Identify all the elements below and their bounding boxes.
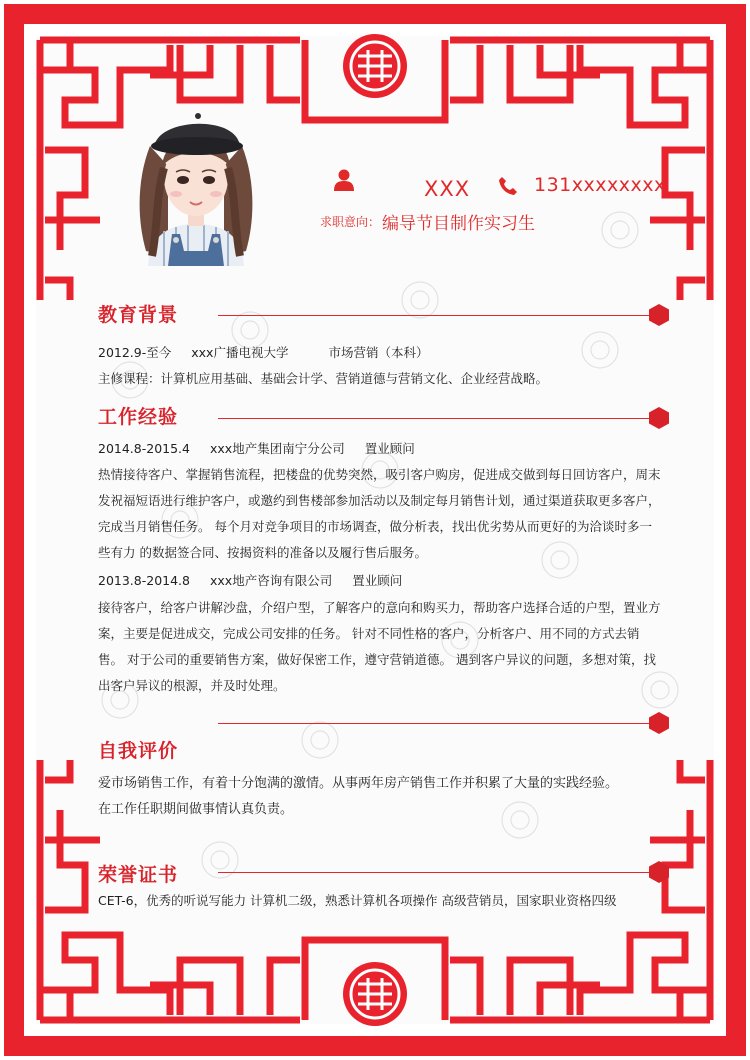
job1-description [98,462,672,566]
job2-company: xxx地产咨询有限公司 [210,573,333,588]
job2-role: 置业顾问 [352,573,403,588]
job2-description [98,595,672,699]
hexagon-icon [648,304,670,326]
education-line [98,340,428,365]
education-school: xxx广播电视大学 [191,345,289,360]
section-divider [218,723,654,724]
shou-medallion-icon [343,34,407,98]
job2-period: 2013.8-2014.8 [98,573,190,588]
hexagon-icon [648,712,670,734]
hexagon-icon [648,407,670,429]
job1-desc-line: 完成当月销售任务。 每个月对竞争项目的市场调查，做分析表，找出优劣势从而更好的为洽谈时多一 [98,519,652,534]
section-divider [218,418,654,419]
self-eval-line: 在工作任职期间做事情认真负责。 [98,802,294,817]
job1-desc-line: 热情接待客户、掌握销售流程，把楼盘的优势突然，吸引客户购房，促进成交做到每日回访客户，周末 [98,467,661,482]
job1-role: 置业顾问 [364,441,415,456]
section-title-work: 工作经验 [98,406,179,428]
hexagon-icon [648,861,670,883]
job1-desc-line: 些有力 的数据签合同、按揭资料的准备以及履行售后服务。 [98,545,427,560]
job2-desc-line: 售。 对于公司的重要销售方案，做好保密工作，遵守营销道德。 遇到客户异议的问题，多想对策，找 [98,652,656,667]
education-courses: 主修课程：计算机应用基础、基础会计学、营销道德与营销文化、企业经营战略。 [98,371,549,386]
job-intent-value: 编导节目制作实习生 [382,214,535,234]
section-title-education: 教育背景 [98,304,179,326]
phone-number: 131xxxxxxxx [534,174,666,196]
phone-icon [498,176,518,196]
job-intent-label: 求职意向： [320,215,381,229]
avatar-illustration [128,106,264,266]
section-title-self: 自我评价 [98,740,179,762]
candidate-name: XXX [424,177,471,201]
job1-desc-line: 发祝福短语进行维护客户，或邀约到售楼部参加活动以及制定每月销售计划，通过渠道获取更多客户， [98,493,661,508]
user-icon [334,169,354,191]
section-divider [218,872,654,873]
section-title-honors: 荣誉证书 [98,864,179,886]
job2-desc-line: 接待客户，给客户讲解沙盘，介绍户型，了解客户的意向和购买力，帮助客户选择合适的户型，置业方 [98,600,661,615]
education-period: 2012.9-至今 [98,345,172,360]
job1-company: xxx地产集团南宁分公司 [210,441,345,456]
job1-period: 2014.8-2015.4 [98,441,190,456]
job2-desc-line: 案，主要是促进成交，完成公司安排的任务。 针对不同性格的客户，分析客户、用不同的方式去销 [98,626,640,641]
self-eval-line: 爱市场销售工作，有着十分饱满的激情。从事两年房产销售工作并积累了大量的实践经验。 [98,776,619,791]
honors-text: CET-6，优秀的听说写能力 计算机二级，熟悉计算机各项操作 高级营销员，国家职业资格四级 [98,893,617,908]
education-major: 市场营销（本科） [328,345,429,360]
self-evaluation [98,771,672,823]
job2-line [98,568,402,593]
job2-desc-line: 出客户异议的根源，并及时处理。 [98,678,286,693]
job1-line [98,436,415,461]
section-divider [218,315,654,316]
